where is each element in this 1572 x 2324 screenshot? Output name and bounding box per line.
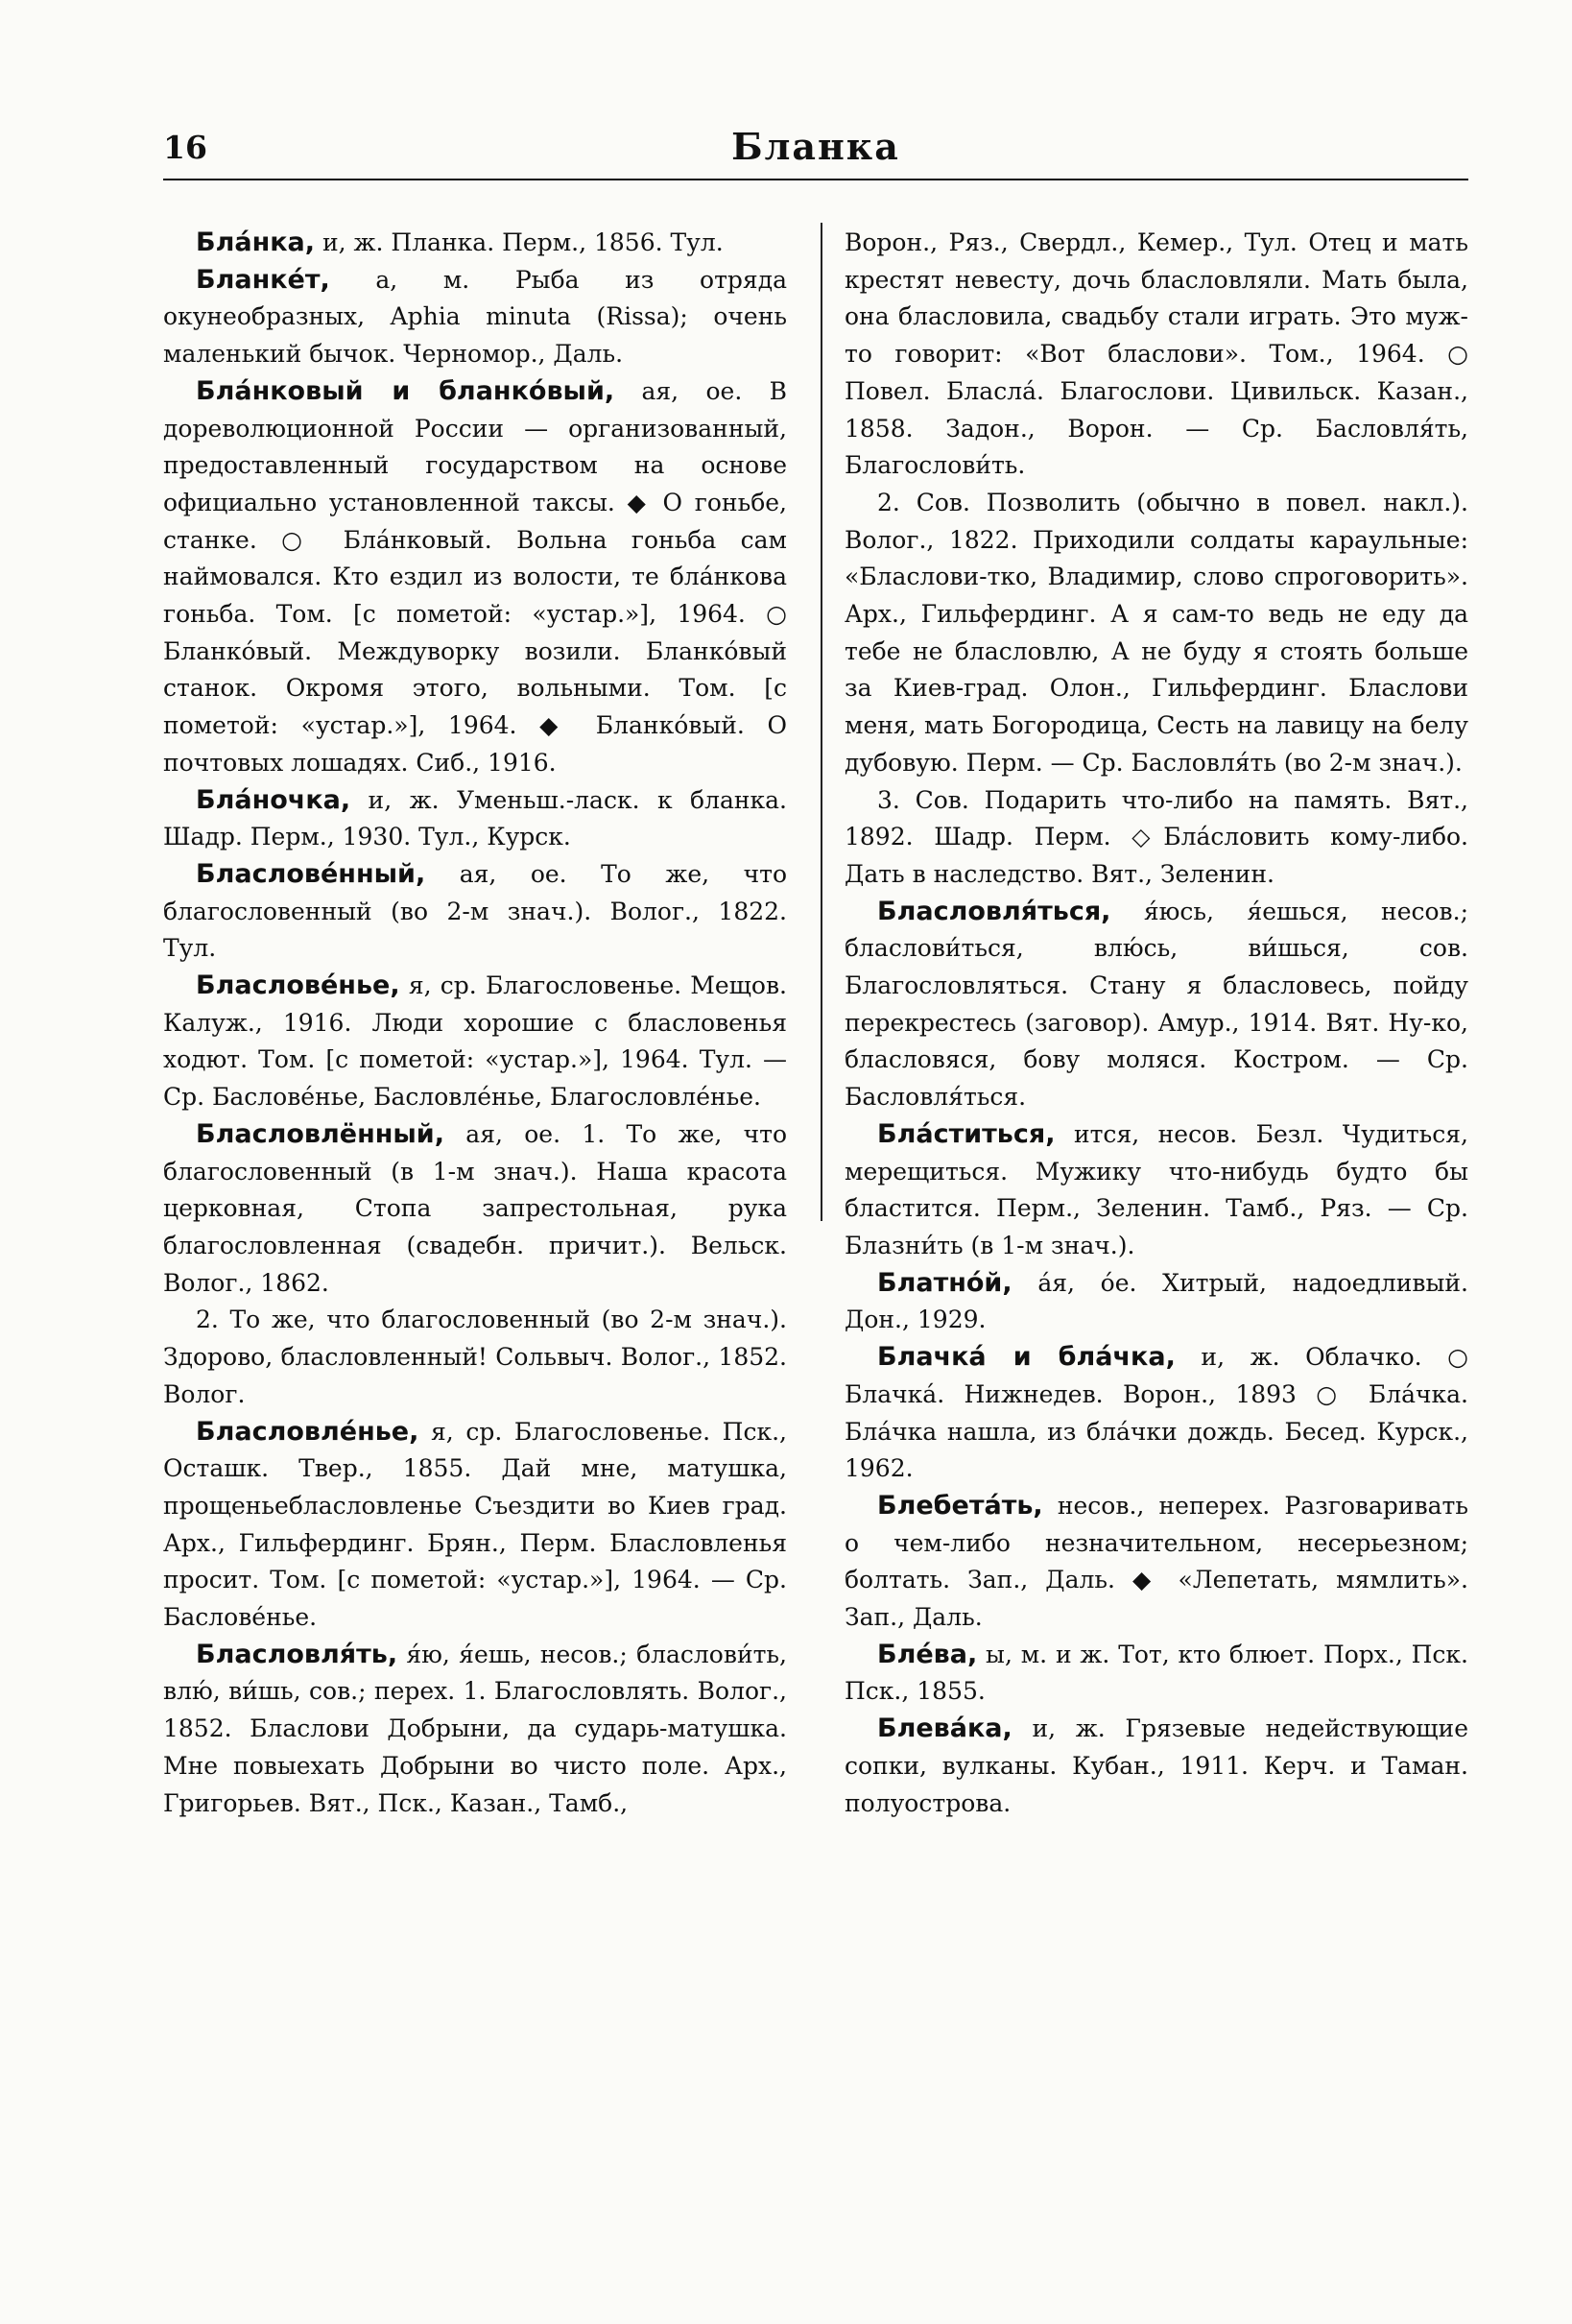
left-column bbox=[163, 225, 787, 1822]
entry-sense: 2. То же, что благословенный (во 2-м знач.). Здорово, бласловленный! Сольвыч. Волог., 1852. Волог. bbox=[163, 1306, 787, 1408]
dictionary-entry bbox=[163, 262, 787, 373]
dictionary-entry bbox=[163, 1414, 787, 1637]
dictionary-entry bbox=[163, 1116, 787, 1303]
headword: Блева́ка, bbox=[877, 1713, 1012, 1744]
headword: Бласловлённый, bbox=[196, 1118, 444, 1149]
headword: Бла́ночка, bbox=[196, 784, 351, 815]
entry-text: ая, ое. То же, что благословенный (во 2-м знач.). Волог., 1822. Тул. bbox=[163, 859, 787, 963]
dictionary-entry bbox=[163, 373, 787, 782]
running-head: Бланка bbox=[731, 125, 900, 168]
dictionary-entry bbox=[845, 1711, 1468, 1822]
entry-text: несов., неперех. Разговаривать о чем-либо незначительном, несерьезном; болтать. Зап., Даль. ◆ «Лепетать, мямлить». Зап., Даль. bbox=[845, 1491, 1468, 1632]
page-number: 16 bbox=[163, 129, 207, 166]
dictionary-entry bbox=[163, 225, 787, 262]
entry-text: ы, м. и ж. Тот, кто блюет. Порх., Пск. Пск., 1855. bbox=[845, 1640, 1468, 1706]
entry-continuation: Ворон., Ряз., Свердл., Кемер., Тул. Отец и мать крестят невесту, дочь бласловляли. Мать была, она бласловила, свадьбу стали играть. Это муж-то говорит: «Вот бласлови». Том., 1964. ○ Повел. Бласла́. Благослови. Цивильск. Казан., 1858. Задон., Ворон. — Ср. Басловля́ть, Благослови́ть. bbox=[845, 228, 1468, 480]
headword: Бла́нковый и бланко́вый, bbox=[196, 375, 615, 406]
entry-text: ая, ое. 1. То же, что благословенный (в 1-м знач.). Наша красота церковная, Стопа запрестольная, рука благословленная (свадебн. причит.). Вельск. Волог., 1862. bbox=[163, 1119, 787, 1297]
entry-text: а, м. Рыба из отряда окунеобразных, Aphia minuta (Rissa); очень маленький бычок. Черномор., Даль. bbox=[163, 265, 787, 369]
entry-text: я́юсь, я́ешься, несов.; бласлови́ться, влю́сь, ви́шься, сов. Благословляться. Стану я бласловесь, пойду перекрестесь (заговор). Амур., 1914. Вят. Ну-ко, бласловяся, бову моляся. Костром. — Ср. Басловля́ться. bbox=[845, 897, 1468, 1112]
entry-text: и, ж. Облачко. ○ Блачка́. Нижнедев. Ворон., 1893 ○ Бла́чка. Бла́чка нашла, из бла́чки дождь. Бесед. Курск., 1962. bbox=[845, 1343, 1468, 1483]
headword: Бласлове́нье, bbox=[196, 970, 400, 1001]
headword: Блачка́ и бла́чка, bbox=[877, 1342, 1176, 1373]
entry-text: ая, ое. В дореволюционной России — организованный, предоставленный государством на основе официально установленной таксы. ◆ О гоньбе, станке. ○ Бла́нковый. Вольна гоньба сам наймовался. Кто ездил из волости, те бла́нкова гоньба. Том. [с пометой: «устар.»], 1964. ○ Бланко́вый. Междуворку возили. Бланко́вый станок. Окромя этого, вольными. Том. [с пометой: «устар.»], 1964. ◆ Бланко́вый. О почтовых лошадях. Сиб., 1916. bbox=[163, 376, 787, 777]
headword: Бланке́т, bbox=[196, 264, 330, 295]
entry-text: и, ж. Грязевые недействующие сопки, вулканы. Кубан., 1911. Керч. и Таман. полуострова. bbox=[845, 1714, 1468, 1817]
column-divider bbox=[821, 223, 822, 1221]
headword: Блатно́й, bbox=[877, 1267, 1012, 1298]
entry-text: я, ср. Благословенье. Мещов. Калуж., 1916. Люди хорошие с бласловенья ходют. Том. [с пометой: «устар.»], 1964. Тул. — Ср. Басловéнье, Басловлéнье, Благословлéнье. bbox=[163, 971, 787, 1112]
headword: Бласловля́ться, bbox=[877, 896, 1111, 926]
entry-text: ится, несов. Безл. Чудиться, мерещиться. Мужику что-нибудь будто бы бластится. Перм., Зеленин. Тамб., Ряз. — Ср. Блазни́ть (в 1-м знач.). bbox=[845, 1119, 1468, 1259]
headword: Бласловле́нье, bbox=[196, 1416, 419, 1447]
dictionary-entry bbox=[163, 782, 787, 856]
headword: Бла́ститься, bbox=[877, 1118, 1056, 1149]
entry-sense: 2. Сов. Позволить (обычно в повел. накл.). Волог., 1822. Приходили солдаты караульные: «Бласлови-тко, Владимир, слово спроговорить». Арх., Гильфердинг. А я сам-то ведь не еду да тебе не бласловлю, А не буду я стоять больше за Киев-град. Олон., Гильфердинг. Бласлови меня, мать Богородица, Сесть на лавицу на белу дубовую. Перм. — Ср. Басловля́ть (во 2-м знач.). bbox=[845, 488, 1468, 777]
right-column bbox=[845, 225, 1468, 1822]
headword: Бла́нка, bbox=[196, 228, 316, 257]
entry-text: я́ю, я́ешь, несов.; бласлови́ть, влю́, ви́шь, сов.; перех. 1. Благословлять. Волог., 1852. Бласлови Добрыни, да сударь-матушка. Мне повыехать Добрыни во чисто поле. Арх., Григорьев. Вят., Пск., Казан., Тамб., bbox=[163, 1640, 787, 1817]
entry-sense: 3. Сов. Подарить что-либо на память. Вят., 1892. Шадр. Перм. ◇Бла́словить кому-либо. Дать в наследство. Вят., Зеленин. bbox=[845, 785, 1468, 888]
dictionary-entry bbox=[163, 856, 787, 968]
page-header bbox=[163, 123, 1468, 180]
entry-text: я, ср. Благословенье. Пск., Осташк. Твер., 1855. Дай мне, матушка, прощеньебласловленье Съездити во Киев град. Арх., Гильфердинг. Брян., Перм. Бласловленья просит. Том. [с пометой: «устар.»], 1964. — Ср. Басловéнье. bbox=[163, 1417, 787, 1632]
dictionary-entry bbox=[845, 1265, 1468, 1339]
headword: Бле́ва, bbox=[877, 1639, 978, 1669]
dictionary-entry bbox=[163, 1637, 787, 1823]
dictionary-entry bbox=[845, 1637, 1468, 1711]
headword: Блебета́ть, bbox=[877, 1490, 1043, 1521]
dictionary-entry bbox=[845, 894, 1468, 1116]
dictionary-entry bbox=[163, 968, 787, 1116]
entry-text: и, ж. Уменьш.-ласк. к бланка. Шадр. Перм., 1930. Тул., Курск. bbox=[163, 785, 787, 851]
headword: Бласловля́ть, bbox=[196, 1639, 398, 1669]
headword: Бласлове́нный, bbox=[196, 858, 426, 889]
entry-text: а́я, о́е. Хитрый, надоедливый. Дон., 1929. bbox=[845, 1268, 1468, 1334]
dictionary-entry bbox=[845, 1488, 1468, 1637]
dictionary-entry bbox=[845, 1339, 1468, 1488]
dictionary-entry bbox=[845, 1116, 1468, 1265]
entry-text: и, ж. Планка. Перм., 1856. Тул. bbox=[315, 228, 724, 256]
